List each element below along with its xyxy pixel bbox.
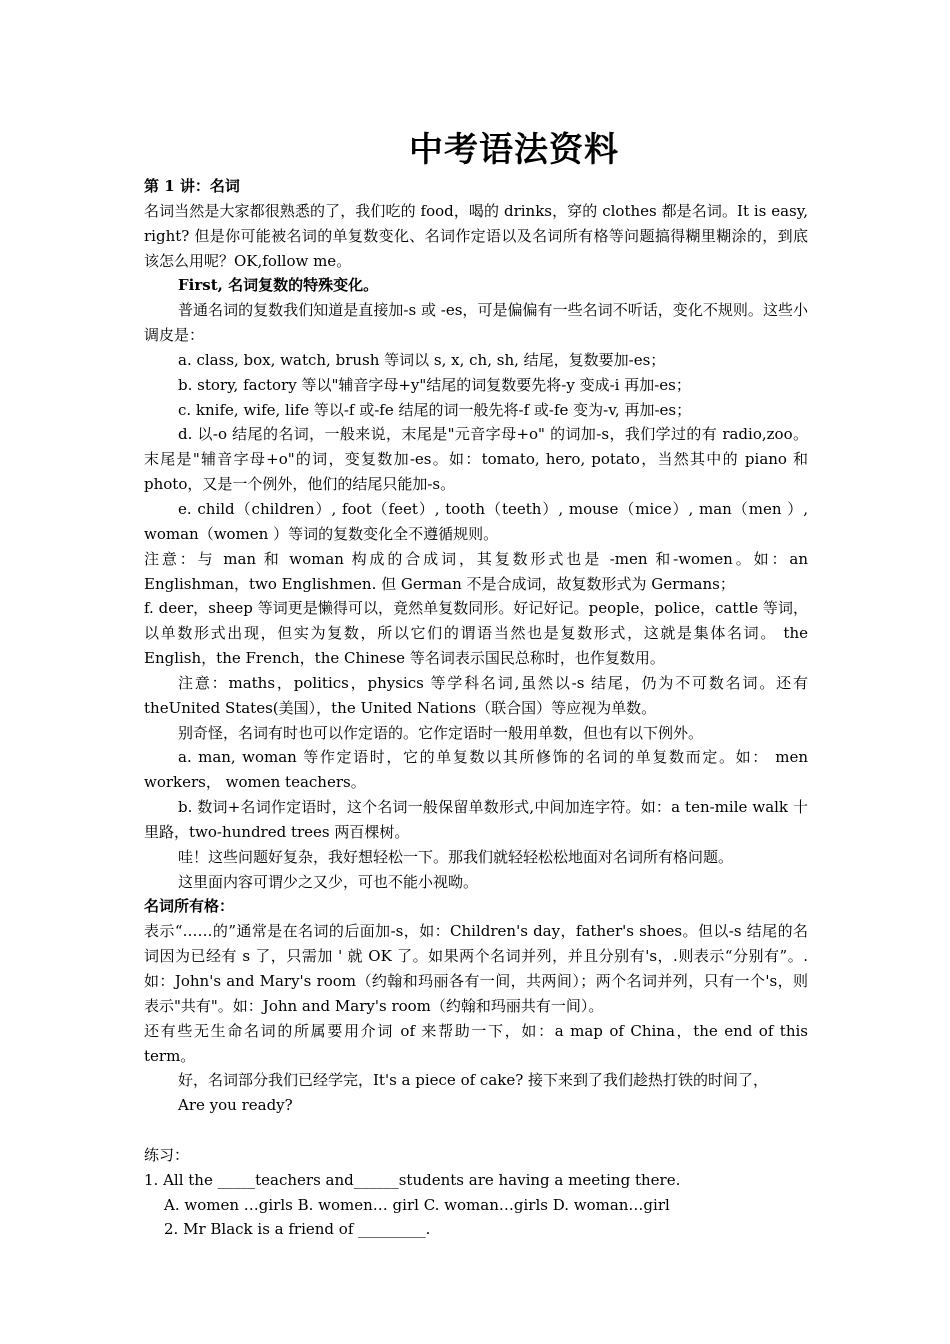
rule-f: f. deer，sheep 等词更是懒得可以，竟然单复数同形。好记好记。people，police，cattle 等词，以单数形式出现，但实为复数，所以它们的谓语当然也是复数形式，这就是集体名词。 the English，the French，the Chinese 等名词表示国民总称时，也作复数用。	[144, 599, 808, 668]
attributive-rule-a: a. man, woman 等作定语时，它的单复数以其所修饰的名词的单复数而定。如： men workers， women teachers。	[144, 748, 808, 792]
exercise-heading: 练习：	[144, 1145, 190, 1164]
exercise-question-2: 2. Mr Black is a friend of _________.	[164, 1220, 431, 1239]
document-body	[144, 174, 808, 1242]
attributive-intro: 别奇怪，名词有时也可以作定语的。它作定语时一般用单数，但也有以下例外。	[178, 723, 704, 742]
rule-a: a. class, box, watch, brush 等词以 s, x, ch, sh, 结尾，复数要加-es；	[178, 350, 666, 369]
possessive-of-paragraph: 还有些无生命名词的所属要用介词 of 来帮助一下，如：a map of China，the end of this term。	[144, 1021, 808, 1065]
rule-d: d. 以-o 结尾的名词，一般来说，末尾是"元音字母+o" 的词加-s，我们学过的有 radio,zoo。末尾是"辅音字母+o"的词，变复数加-es。如：tomato, hero, potato，当然其中的 piano 和 photo，又是一个例外，他们的结尾只能加-s。	[144, 425, 808, 494]
closing-paragraph: 好，名词部分我们已经学完，It's a piece of cake? 接下来到了我们趁热打铁的时间了，	[178, 1071, 769, 1090]
exercise-question-1-options: A. women …girls B. women… girl C. woman…girls D. woman…girl	[164, 1195, 670, 1214]
transition-paragraph: 哇！这些问题好复杂，我好想轻松一下。那我们就轻轻松松地面对名词所有格问题。	[178, 847, 734, 866]
rule-b: b. story, factory 等以"辅音字母+y"结尾的词复数要先将-y 变成-i 再加-es；	[178, 375, 691, 394]
closing-question: Are you ready?	[178, 1096, 293, 1115]
attributive-rule-b: b. 数词+名词作定语时，这个名词一般保留单数形式,中间加连字符。如：a ten-mile walk 十里路，two-hundred trees 两百棵树。	[144, 798, 808, 841]
plural-intro-paragraph: 普通名词的复数我们知道是直接加-s 或 -es，可是偏偏有一些名词不听话，变化不规则。这些小调皮是：	[144, 301, 808, 345]
possessive-heading: 名词所有格：	[144, 897, 235, 916]
rule-e: e. child（children）, foot（feet）, tooth（teeth）, mouse（mice）, man（men ）, woman（women ）等词的复数变化全不遵循规则。	[144, 499, 808, 543]
document-title: 中考语法资料	[409, 130, 619, 170]
blank-line	[144, 1118, 808, 1143]
transition-paragraph-2: 这里面内容可谓少之又少，可也不能小视呦。	[178, 872, 479, 891]
exercise-question-1: 1. All the _____teachers and______students are having a meeting there.	[144, 1170, 681, 1189]
section-heading-plural: First, 名词复数的特殊变化。	[178, 276, 379, 295]
lesson-heading: 第 1 讲：名词	[144, 177, 240, 195]
intro-paragraph: 名词当然是大家都很熟悉的了，我们吃的 food，喝的 drinks，穿的 clothes 都是名词。It is easy, right? 但是你可能被名词的单复数变化、名词作定语以及名词所有格等问题搞得糊里糊涂的，到底该怎么用呢？OK,follow me。	[144, 201, 808, 270]
note-compound-nouns: 注意：与 man 和 woman 构成的合成词，其复数形式也是 -men 和-women。如：an Englishman，two Englishmen. 但 German 不是合成词，故复数形式为 Germans；	[144, 549, 808, 593]
possessive-paragraph: 表示“……的”通常是在名词的后面加-s，如：Children's day，father's shoes。但以-s 结尾的名词因为已经有 s 了，只需加 ' 就 OK 了。如果两个名词并列，并且分别有's，.则表示“分别有”。.如：John's and Mary's room（约翰和玛丽各有一间，共两间）；两个名词并列，只有一个's，则表示"共有"。如：John and Mary's room（约翰和玛丽共有一间）。	[144, 922, 808, 1015]
note-subject-nouns: 注意：maths，politics，physics 等学科名词,虽然以-s 结尾，仍为不可数名词。还有 theUnited States(美国），the United Nations（联合国）等应视为单数。	[144, 673, 808, 717]
rule-c: c. knife, wife, life 等以-f 或-fe 结尾的词一般先将-f 或-fe 变为-v, 再加-es；	[178, 400, 692, 419]
